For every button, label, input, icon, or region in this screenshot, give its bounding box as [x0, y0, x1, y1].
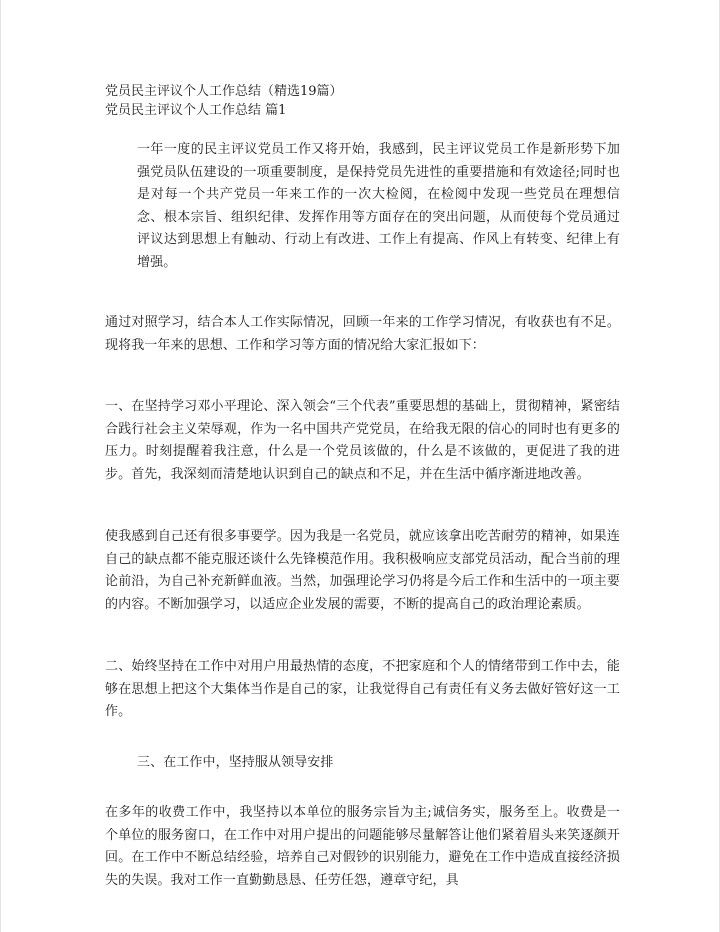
paragraph-section-three-heading: 三、在工作中，坚持服从领导安排: [137, 754, 334, 770]
paragraph-review: 通过对照学习，结合本人工作实际情况，回顾一年来的工作学习情况，有收获也有不足。现将我一年来的思想、工作和学习等方面的情况给大家汇报如下：: [105, 315, 620, 353]
document-body: [105, 82, 620, 892]
paragraph-study: 使我感到自己还有很多事要学。因为我是一名党员，就应该拿出吃苦耐劳的精神，如果连自己的缺点都不能克服还谈什么先锋模范作用。我积极响应支部党员活动，配合当前的理论前沿，为自己补充新鲜血液。当然，加强理论学习仍将是今后工作和生活中的一项主要的内容。不断加强学习，以适应企业发展的需要，不断的提高自己的政治理论素质。: [105, 529, 620, 612]
paragraph-section-two: 二、始终坚持在工作中对用户用最热情的态度，不把家庭和个人的情绪带到工作中去，能够在思想上把这个大集体当作是自己的家，让我觉得自己有责任有义务去做好管好这一工作。: [105, 659, 620, 719]
paragraph-section-one: 一、在坚持学习邓小平理论、深入领会“三个代表”重要思想的基础上，贯彻精神，紧密结合践行社会主义荣辱观，作为一名中国共产党党员，在给我无限的信心的同时也有更多的压力。时刻提醒着我注意，什么是一个党员该做的，什么是不该做的，更促进了我的进步。首先，我深刻而清楚地认识到自己的缺点和不足，并在生活中循序渐进地改善。: [105, 399, 620, 482]
paragraph-intro: 一年一度的民主评议党员工作又将开始，我感到，民主评议党员工作是新形势下加强党员队伍建设的一项重要制度，是保持党员先进性的重要措施和有效途径;同时也是对每一个共产党员一年来工作的一次大检阅，在检阅中发现一些党员在理想信念、根本宗旨、组织纪律、发挥作用等方面存在的突出问题，从而使每个党员通过评议达到思想上有触动、行动上有改进、工作上有提高、作风上有转变、纪律上有增强。: [137, 142, 620, 270]
paragraph-toll-work: 在多年的收费工作中，我坚持以本单位的服务宗旨为主;诚信务实，服务至上。收费是一个单位的服务窗口，在工作中对用户提出的问题能够尽量解答让他们紧着眉头来笑逐颜开回。在工作中不断总结经验，培养自己对假钞的识别能力，避免在工作中造成直接经济损失的失误。我对工作一直勤勤恳恳、任劳任怨，遵章守纪，具: [105, 805, 620, 888]
document-subtitle: 党员民主评议个人工作总结 篇1: [105, 103, 287, 118]
document-title: 党员民主评议个人工作总结（精选19篇）: [105, 84, 343, 99]
